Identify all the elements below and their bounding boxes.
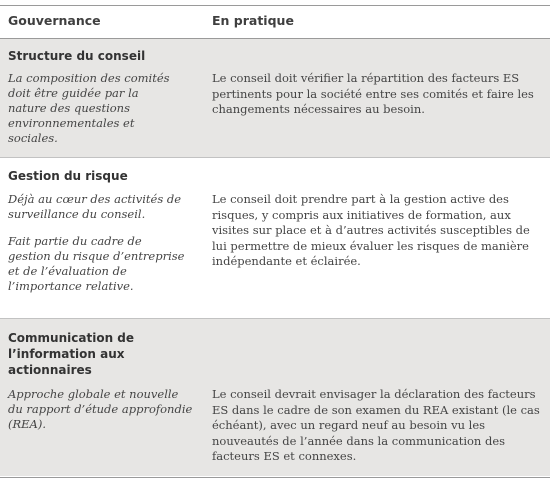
row-note: Déjà au cœur des activités de surveillance du conseil.	[8, 192, 182, 221]
table-header	[0, 6, 550, 39]
row-description: Le conseil doit vérifier la répartition des facteurs ES pertinents pour la société entre ses comités et faire les changements nécessaires au besoin.	[212, 71, 534, 116]
table-row	[0, 39, 550, 157]
row-title: Gestion du risque	[8, 169, 128, 183]
row-description: Le conseil devrait envisager la déclaration des facteurs ES dans le cadre de son examen du REA existant (le cas échéant), avec un regard neuf au besoin vu les nouveautés de l’année dans la communication des facteurs ES et connexes.	[212, 387, 540, 463]
row-note: La composition des comités doit être guidée par la nature des questions environnementales et sociales.	[8, 71, 170, 145]
header-in-practice: En pratique	[212, 13, 294, 28]
table-row	[0, 158, 550, 318]
header-governance: Gouvernance	[8, 13, 101, 28]
row-note: Approche globale et nouvelle du rapport d’étude approfondie (REA).	[8, 387, 193, 431]
table-row	[0, 319, 550, 476]
row-title: Structure du conseil	[8, 49, 146, 63]
row-note: Fait partie du cadre de gestion du risque d’entreprise et de l’évaluation de l’importance relative.	[8, 234, 185, 293]
bottom-rule	[0, 477, 550, 478]
row-description: Le conseil doit prendre part à la gestion active des risques, y compris aux initiatives de formation, aux visites sur place et à d’autres activités susceptibles de lui permettre de mieux évaluer les risques de manière indépendante et éclairée.	[212, 192, 530, 268]
row-title: Communication de l’information aux actionnaires	[8, 331, 135, 377]
